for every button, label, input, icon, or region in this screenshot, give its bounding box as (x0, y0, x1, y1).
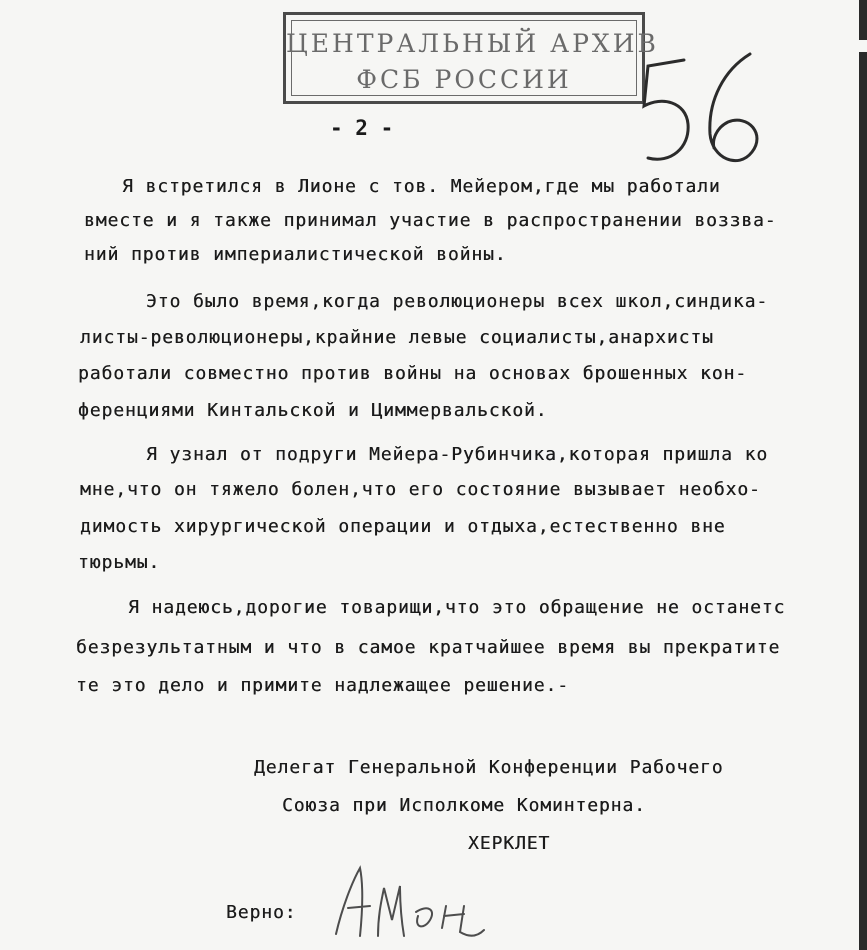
signatory-name: ХЕРКЛЕТ (468, 833, 551, 854)
paragraph-4-line-1: Я надеюсь,дорогие товарищи,что это обращение не останетс (128, 597, 786, 618)
scan-edge (859, 0, 867, 950)
paragraph-4-line-2: безрезультатным и что в самое кратчайшее время вы прекратите (76, 637, 781, 658)
certified-label: Верно: (226, 902, 297, 923)
paragraph-3-line-2: мне,что он тяжело болен,что его состояние вызывает необхо- (80, 479, 761, 500)
paragraph-2-line-4: ференциями Кинтальской и Циммервальской. (78, 400, 548, 421)
archive-stamp (283, 12, 659, 104)
paragraph-1-line-3: ний против империалистической войны. (84, 244, 507, 265)
paragraph-1-line-2: вместе и я также принимал участие в распространении воззва- (84, 210, 777, 231)
handwritten-signature (320, 858, 490, 950)
paragraph-2-line-2: листы-революционеры,крайние левые социалисты,анархисты (80, 327, 714, 348)
stamp-line-1: ЦЕНТРАЛЬНЫЙ АРХИВ (286, 29, 659, 58)
paragraph-4-line-3: те это дело и примите надлежащее решение.- (76, 675, 569, 696)
delegate-title-line-1: Делегат Генеральной Конференции Рабочего (254, 757, 724, 778)
delegate-title-line-2: Союза при Исполкоме Коминтерна. (282, 795, 646, 816)
stamp-line-2: ФСБ РОССИИ (356, 65, 572, 94)
paragraph-3-line-1: Я узнал от подруги Мейера-Рубинчика,которая пришла ко (146, 444, 769, 465)
paragraph-3-line-4: тюрьмы. (78, 552, 161, 573)
paragraph-2-line-3: работали совместно против войны на основах брошенных кон- (78, 363, 748, 384)
page-number: - 2 - (330, 116, 394, 140)
handwritten-folio-number (640, 48, 800, 178)
paragraph-1-line-1: Я встретился в Лионе с тов. Мейером,где мы работали (122, 176, 721, 197)
paragraph-3-line-3: димость хирургической операции и отдыха,естественно вне (80, 516, 726, 537)
paragraph-2-line-1: Это было время,когда революционеры всех школ,синдика- (146, 291, 769, 312)
